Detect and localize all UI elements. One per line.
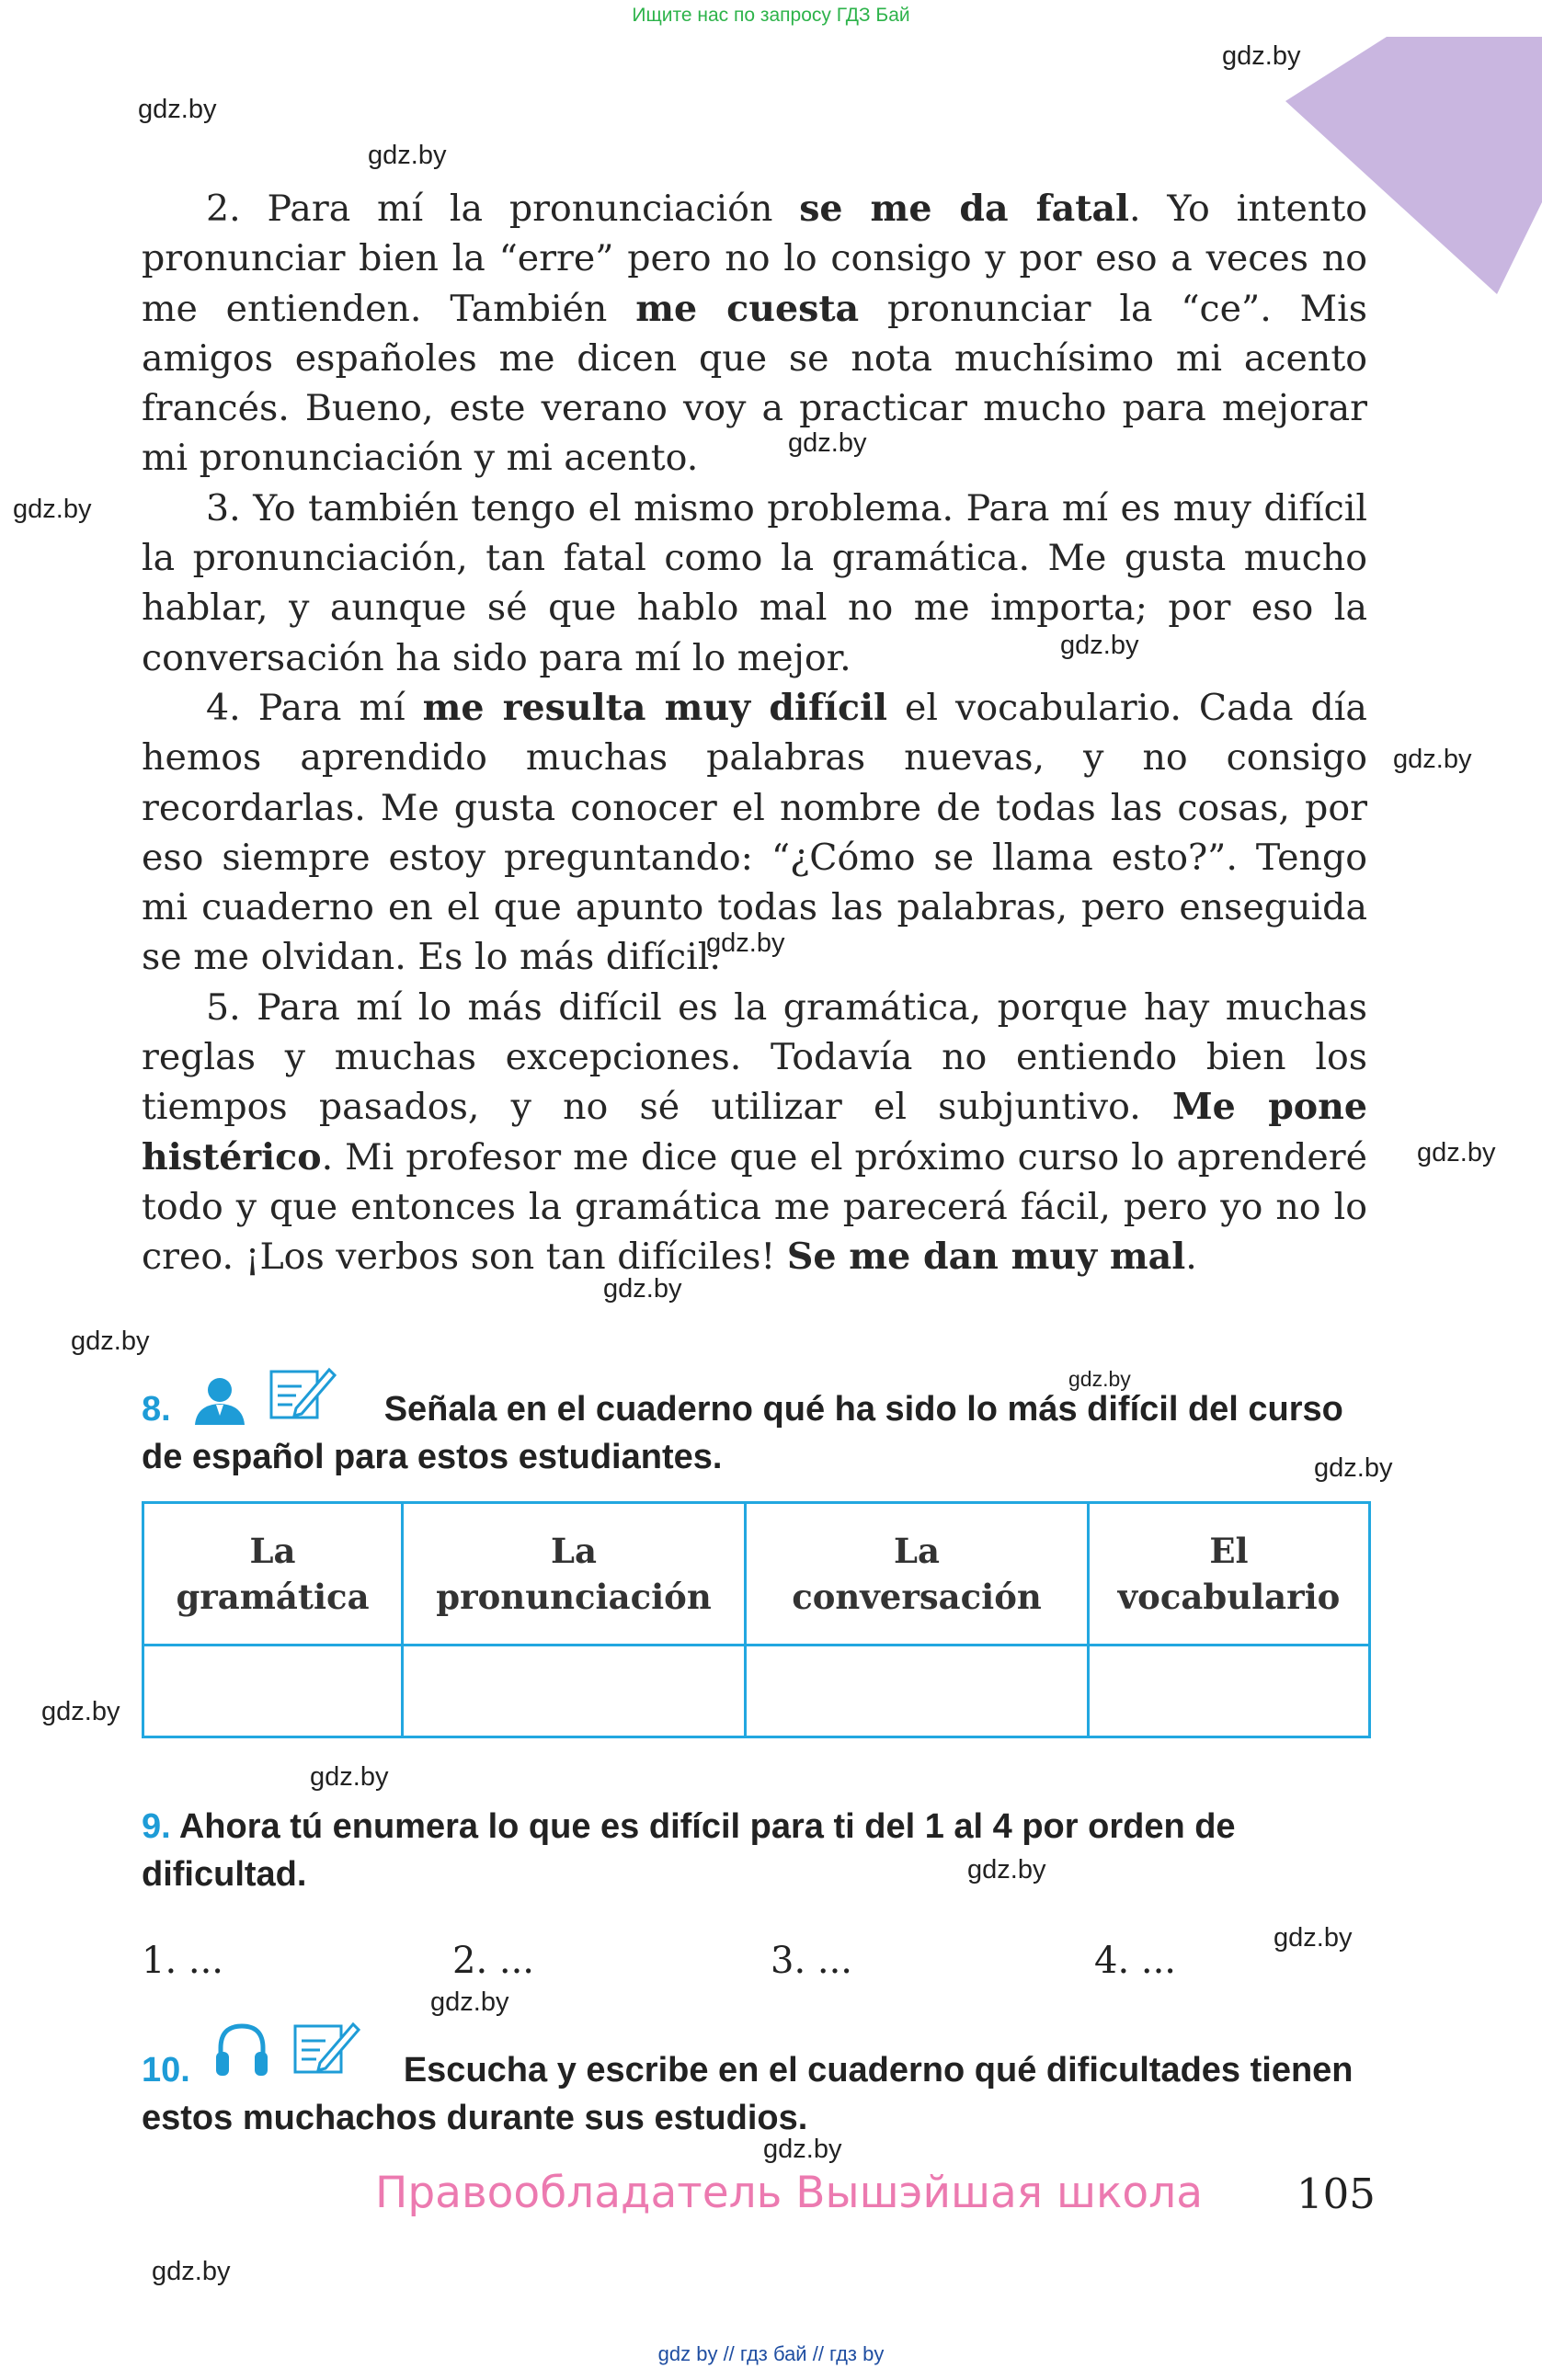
watermark: gdz.by — [41, 1697, 120, 1726]
paragraph-5: 5. Para mí lo más difícil es la gramática, porque hay muchas reglas y muchas excepciones. Todavía no entiendo bien los tiempos pasados, y no sé utilizar el subjuntivo. Me pone histérico. Mi profesor me dice que el próximo curso lo aprenderé todo y que entonces la gramática me parecerá fácil, pero yo no lo creo. ¡Los verbos son tan difíciles! Se me dan muy mal. — [142, 985, 1368, 1279]
bottom-links: gdz by // гдз бай // гдз by — [657, 2342, 885, 2365]
watermark: gdz.by — [13, 495, 92, 524]
watermark: gdz.by — [763, 2135, 842, 2164]
copyright-owner: Правообладатель Вышэйшая школа — [375, 2168, 1203, 2218]
table-cell — [403, 1646, 746, 1737]
watermark: gdz.by — [967, 1855, 1046, 1885]
watermark: gdz.by — [368, 141, 447, 170]
enum-item: 4. ... — [1094, 1940, 1177, 1982]
task-number: 8. — [142, 1390, 171, 1429]
watermark: gdz.by — [603, 1274, 682, 1304]
task-instruction: Señala en el cuaderno qué ha sido lo más difícil del curso de español para estos estudiantes. — [142, 1390, 1343, 1476]
paragraph-4: 4. Para mí me resulta muy difícil el vocabulario. Cada día hemos aprendido muchas palabras nuevas, y no consigo recordarlas. Me gusta conocer el nombre de todas las cosas, por eso siempre estoy preguntando: “¿Cómo se llama esto?”. Tengo mi cuaderno en el que apunto todas las palabras, pero enseguida se me olvidan. Es lo más difícil. — [142, 686, 1367, 979]
reading-text — [142, 184, 1367, 1282]
watermark: gdz.by — [152, 2257, 231, 2286]
task-8 — [142, 1385, 1367, 1481]
task-instruction: Ahora tú enumera lo que es difícil para ti del 1 al 4 por orden de dificultad. — [142, 1807, 1236, 1894]
table-header: La conversación — [746, 1503, 1089, 1646]
watermark: gdz.by — [1222, 41, 1301, 71]
table-cell — [1089, 1646, 1370, 1737]
watermark: gdz.by — [310, 1762, 389, 1792]
task-10 — [142, 2046, 1367, 2142]
watermark: gdz.by — [1274, 1923, 1353, 1953]
task-instruction: Escucha y escribe en el cuaderno qué dificultades tienen estos muchachos durante sus estudios. — [142, 2051, 1354, 2137]
enum-item: 3. ... — [771, 1940, 853, 1982]
page-number: 105 — [1296, 2169, 1376, 2218]
enum-item: 2. ... — [452, 1940, 535, 1982]
watermark: gdz.by — [1393, 745, 1472, 774]
watermark: gdz.by — [71, 1327, 150, 1356]
watermark: gdz.by — [706, 928, 785, 958]
enum-item: 1. ... — [142, 1940, 224, 1982]
watermark: gdz.by — [1314, 1453, 1393, 1483]
table-header: El vocabulario — [1089, 1503, 1370, 1646]
watermark: gdz.by — [1417, 1138, 1496, 1167]
watermark: gdz.by — [1068, 1367, 1131, 1391]
task-number: 10. — [142, 2051, 190, 2090]
table-cell — [746, 1646, 1089, 1737]
task-number: 9. — [142, 1807, 171, 1846]
top-search-note: Ищите нас по запросу ГДЗ Бай — [632, 5, 910, 26]
task-9 — [142, 1803, 1367, 1898]
paragraph-3: 3. Yo también tengo el mismo problema. Para mí es muy difícil la pronunciación, tan fatal como la gramática. Me gusta mucho hablar, y aunque sé que hablo mal no me importa; por eso la conversación ha sido para mí lo mejor. — [142, 486, 1367, 679]
paragraph-2: 2. Para mí la pronunciación se me da fatal. Yo intento pronunciar bien la “erre” pero no lo consigo y por eso a veces no me entienden. También me cuesta pronunciar la “ce”. Mis amigos españoles me dicen que se nota muchísimo mi acento francés. Bueno, este verano voy a practicar mucho para mejorar mi pronunciación y mi acento. — [142, 188, 1367, 480]
watermark: gdz.by — [430, 1987, 509, 2017]
table-header: La pronunciación — [403, 1503, 746, 1646]
table-cell — [143, 1646, 403, 1737]
table-header: La gramática — [143, 1503, 403, 1646]
watermark: gdz.by — [788, 428, 867, 458]
watermark: gdz.by — [138, 95, 217, 124]
difficulty-table — [142, 1501, 1371, 1738]
watermark: gdz.by — [1060, 631, 1139, 660]
